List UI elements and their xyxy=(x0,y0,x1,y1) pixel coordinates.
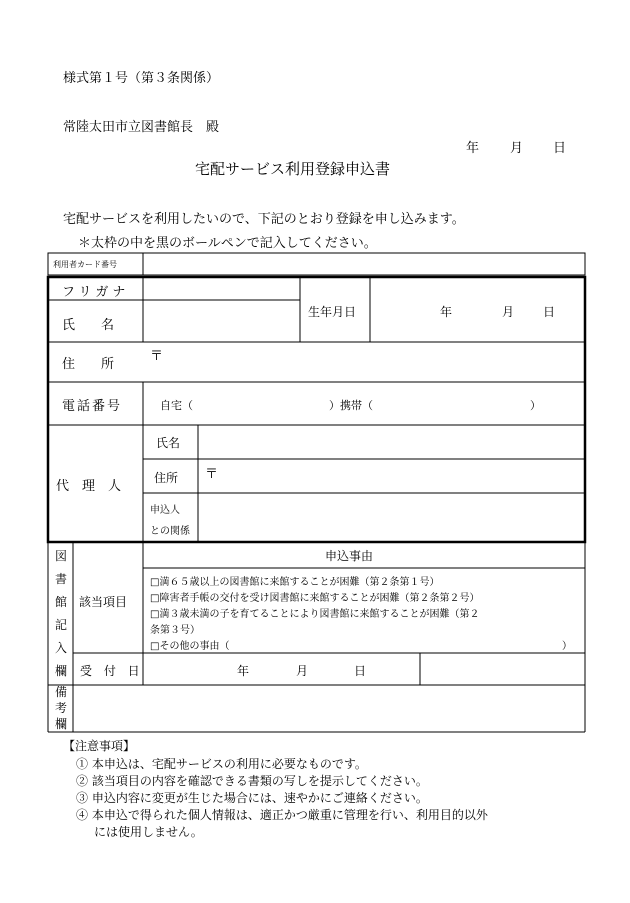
remarks-label-char: 欄 xyxy=(54,717,67,731)
birth-month: 月 xyxy=(502,305,515,319)
agent-address-label: 住所 xyxy=(154,471,179,485)
library-label-char: 書 xyxy=(54,572,67,586)
address-field[interactable] xyxy=(144,343,584,381)
library-label-char: 図 xyxy=(54,549,67,563)
agent-label: 代 理 人 xyxy=(56,479,122,494)
reason-item-3-cont: 条第３号） xyxy=(150,625,200,636)
phone-mobile-label: ）携帯（ xyxy=(329,399,373,412)
birthdate-label: 生年月日 xyxy=(308,305,357,319)
applicable-label: 該当項目 xyxy=(79,595,128,609)
remarks-label-char: 備 xyxy=(54,685,67,699)
note-item-cont: には使用しません。 xyxy=(94,825,203,839)
address-label: 住 所 xyxy=(62,357,115,372)
remarks-field[interactable] xyxy=(74,686,584,731)
reception-year: 年 xyxy=(237,664,250,678)
agent-name-field[interactable] xyxy=(199,426,584,458)
intro-line-2: ＊太枠の中を黒のボールペンで記入してください。 xyxy=(78,236,377,251)
reception-day: 日 xyxy=(354,664,367,678)
header-date-day: 日 xyxy=(553,141,567,156)
intro-line-1: 宅配サービスを利用したいので、下記のとおり登録を申し込みます。 xyxy=(63,212,465,227)
reason-item-2[interactable]: □障害者手帳の交付を受け図書館に来館することが困難（第２条第２号） xyxy=(150,593,480,604)
phone-label: 電話番号 xyxy=(62,399,123,414)
reason-item-1[interactable]: □満６５歳以上の図書館に来館することが困難（第２条第１号） xyxy=(150,577,440,588)
reason-item-other[interactable]: □その他の事由（ xyxy=(150,641,230,652)
agent-relation-label-1: 申込人 xyxy=(150,505,180,516)
page-title: 宅配サービス利用登録申込書 xyxy=(195,160,391,178)
reason-item-3[interactable]: □満３歳未満の子を育てることにより図書館に来館することが困難（第２ xyxy=(150,609,480,620)
library-label-char: 欄 xyxy=(54,664,67,678)
note-item: ② 該当項目の内容を確認できる書類の写しを提示してください。 xyxy=(76,774,428,788)
phone-mobile-field[interactable] xyxy=(376,387,526,420)
name-field[interactable] xyxy=(144,301,299,341)
reception-month: 月 xyxy=(296,664,309,678)
note-item: ④ 本申込で得られた個人情報は、適正かつ厳重に管理を行い、利用目的以外 xyxy=(76,808,488,822)
phone-home-label: 自宅（ xyxy=(160,399,193,412)
phone-home-field[interactable] xyxy=(196,387,326,420)
card-number-field[interactable] xyxy=(144,254,584,274)
birth-year: 年 xyxy=(440,305,453,319)
form-number: 様式第１号（第３条関係） xyxy=(63,71,220,86)
agent-postal-mark: 〒 xyxy=(205,467,219,482)
remarks-label-char: 考 xyxy=(54,701,67,715)
furigana-label: フリガナ xyxy=(62,285,130,300)
library-label-char: 入 xyxy=(54,641,67,655)
postal-mark: 〒 xyxy=(150,349,164,364)
reception-label: 受 付 日 xyxy=(80,664,144,678)
reason-header: 申込事由 xyxy=(325,549,374,563)
agent-relation-label-2: との関係 xyxy=(150,526,190,537)
library-label-char: 館 xyxy=(54,595,67,609)
phone-end: ） xyxy=(530,399,541,412)
header-date-year: 年 xyxy=(466,141,480,156)
note-item: ③ 申込内容に変更が生じた場合には、速やかにご連絡ください。 xyxy=(76,791,428,805)
agent-address-field[interactable] xyxy=(199,460,584,492)
reason-other-close: ） xyxy=(562,641,572,652)
furigana-field[interactable] xyxy=(144,279,299,299)
name-label: 氏 名 xyxy=(62,318,115,333)
addressee: 常陸太田市立図書館長 殿 xyxy=(63,120,220,135)
card-number-label: 利用者カード番号 xyxy=(53,260,117,269)
agent-relation-field[interactable] xyxy=(199,494,584,540)
header-date-month: 月 xyxy=(510,141,524,156)
agent-name-label: 氏名 xyxy=(156,436,181,450)
library-label-char: 記 xyxy=(54,618,67,632)
notes-heading: 【注意事項】 xyxy=(63,739,136,753)
birth-day: 日 xyxy=(543,305,556,319)
note-item: ① 本申込は、宅配サービスの利用に必要なものです。 xyxy=(76,757,367,771)
